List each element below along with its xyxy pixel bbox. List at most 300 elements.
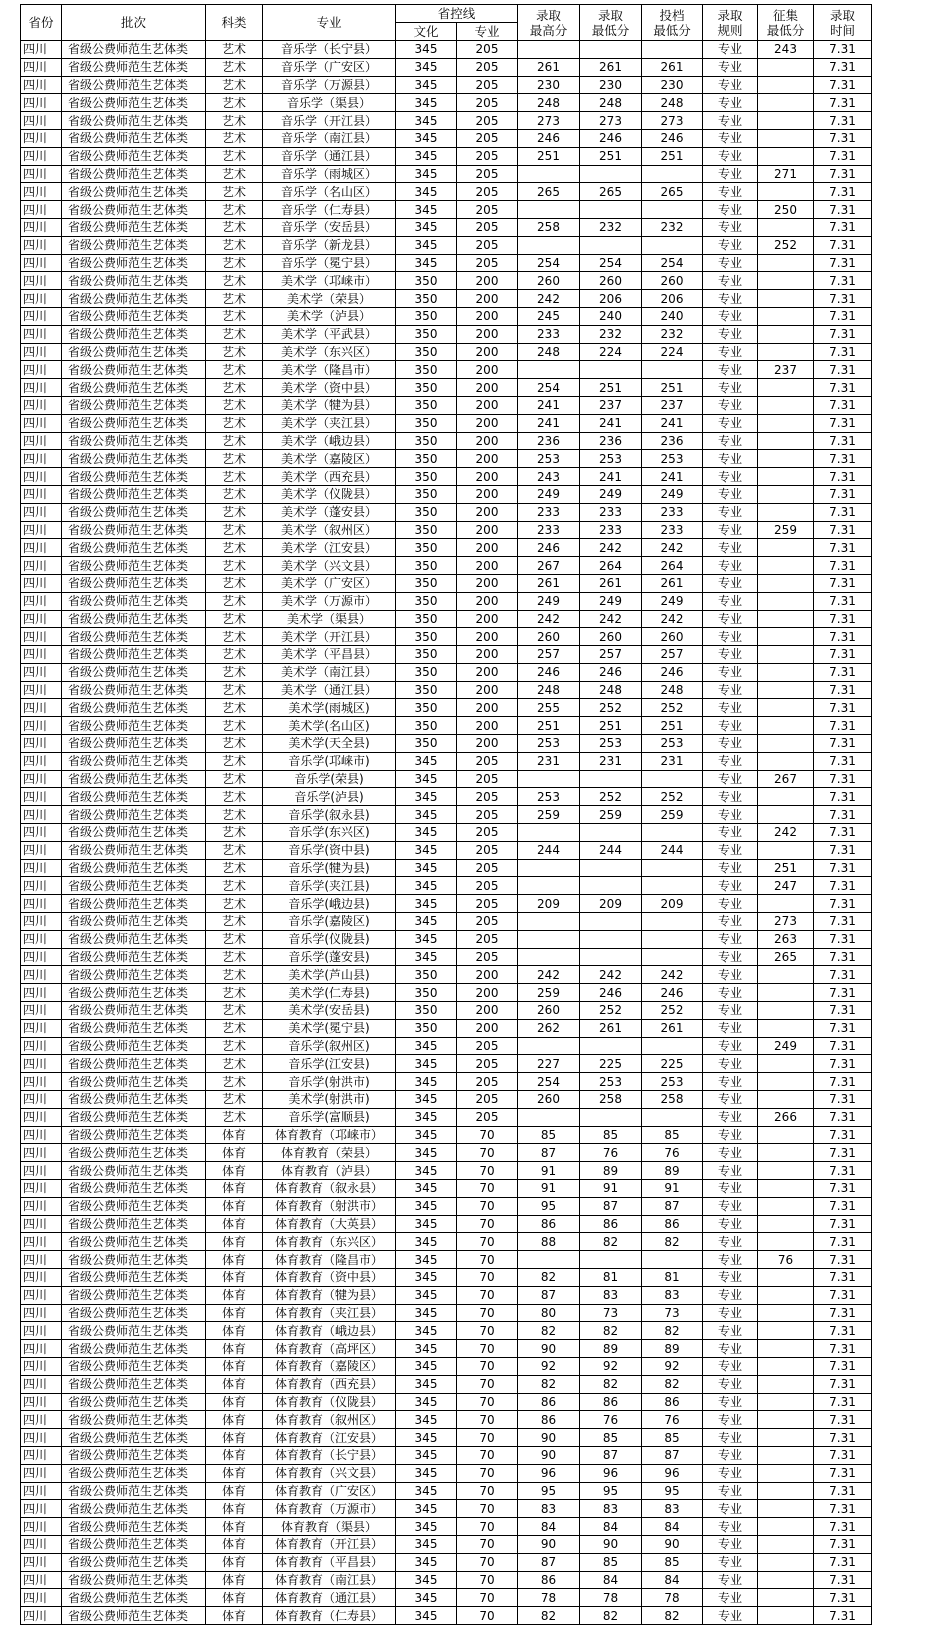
table-row [21, 1055, 872, 1073]
cell-min-score: 265 [580, 183, 642, 201]
cell-supplementary-min [758, 1553, 814, 1571]
cell-time: 7.31 [814, 432, 872, 450]
cell-batch: 省级公费师范生艺体类 [62, 450, 206, 468]
cell-specialty-line: 205 [457, 41, 518, 59]
cell-max-score: 233 [518, 521, 580, 539]
cell-specialty-line: 205 [457, 948, 518, 966]
cell-province: 四川 [21, 129, 62, 147]
cell-supplementary-min: 273 [758, 913, 814, 931]
table-row [21, 1553, 872, 1571]
cell-specialty-line: 200 [457, 663, 518, 681]
cell-time: 7.31 [814, 1108, 872, 1126]
cell-time: 7.31 [814, 984, 872, 1002]
cell-province: 四川 [21, 307, 62, 325]
cell-time: 7.31 [814, 1607, 872, 1625]
cell-province: 四川 [21, 877, 62, 895]
cell-min-score: 83 [580, 1500, 642, 1518]
cell-min-score [580, 1251, 642, 1269]
table-row [21, 1002, 872, 1020]
cell-max-score [518, 824, 580, 842]
cell-file-min-score: 92 [642, 1357, 703, 1375]
cell-file-min-score: 252 [642, 699, 703, 717]
cell-rule: 专业 [703, 610, 758, 628]
table-row [21, 663, 872, 681]
cell-major: 体育教育（通江县） [263, 1589, 396, 1607]
cell-min-score [580, 859, 642, 877]
cell-max-score: 95 [518, 1197, 580, 1215]
cell-specialty-line: 205 [457, 201, 518, 219]
cell-rule: 专业 [703, 396, 758, 414]
cell-rule: 专业 [703, 592, 758, 610]
header-specialty: 专业 [457, 23, 518, 41]
cell-file-min-score: 206 [642, 290, 703, 308]
cell-max-score: 209 [518, 895, 580, 913]
cell-max-score: 253 [518, 450, 580, 468]
cell-file-min-score: 237 [642, 396, 703, 414]
cell-file-min-score [642, 361, 703, 379]
table-row [21, 58, 872, 76]
cell-culture-line: 350 [396, 325, 457, 343]
cell-supplementary-min [758, 485, 814, 503]
cell-supplementary-min [758, 183, 814, 201]
table-row [21, 183, 872, 201]
cell-time: 7.31 [814, 1482, 872, 1500]
cell-rule: 专业 [703, 628, 758, 646]
cell-supplementary-min [758, 592, 814, 610]
cell-province: 四川 [21, 1429, 62, 1447]
cell-supplementary-min [758, 788, 814, 806]
cell-subject: 艺术 [206, 290, 263, 308]
cell-major: 体育教育（泸县） [263, 1162, 396, 1180]
cell-time: 7.31 [814, 1162, 872, 1180]
cell-file-min-score [642, 236, 703, 254]
cell-file-min-score: 252 [642, 788, 703, 806]
cell-major: 音乐学(蓬安县) [263, 948, 396, 966]
cell-major: 音乐学（雨城区） [263, 165, 396, 183]
cell-major: 美术学（南江县） [263, 663, 396, 681]
cell-rule: 专业 [703, 646, 758, 664]
cell-file-min-score: 91 [642, 1180, 703, 1198]
cell-province: 四川 [21, 735, 62, 753]
header-province: 省份 [21, 5, 62, 41]
cell-batch: 省级公费师范生艺体类 [62, 1446, 206, 1464]
cell-specialty-line: 205 [457, 859, 518, 877]
cell-province: 四川 [21, 788, 62, 806]
cell-supplementary-min [758, 681, 814, 699]
cell-batch: 省级公费师范生艺体类 [62, 1518, 206, 1536]
cell-major: 体育教育（平昌县） [263, 1553, 396, 1571]
cell-culture-line: 350 [396, 414, 457, 432]
cell-batch: 省级公费师范生艺体类 [62, 41, 206, 59]
header-min-score-top: 录取 [597, 7, 623, 23]
cell-rule: 专业 [703, 485, 758, 503]
table-row [21, 468, 872, 486]
cell-max-score: 87 [518, 1144, 580, 1162]
cell-province: 四川 [21, 1215, 62, 1233]
table-row [21, 76, 872, 94]
cell-subject: 艺术 [206, 58, 263, 76]
cell-batch: 省级公费师范生艺体类 [62, 307, 206, 325]
cell-specialty-line: 200 [457, 646, 518, 664]
cell-supplementary-min [758, 1126, 814, 1144]
cell-rule: 专业 [703, 1357, 758, 1375]
cell-province: 四川 [21, 824, 62, 842]
cell-max-score: 78 [518, 1589, 580, 1607]
cell-rule: 专业 [703, 984, 758, 1002]
cell-specialty-line: 70 [457, 1340, 518, 1358]
cell-supplementary-min [758, 147, 814, 165]
cell-subject: 艺术 [206, 948, 263, 966]
table-row [21, 236, 872, 254]
cell-file-min-score: 84 [642, 1571, 703, 1589]
cell-specialty-line: 70 [457, 1144, 518, 1162]
cell-min-score: 224 [580, 343, 642, 361]
table-row [21, 1037, 872, 1055]
table-row [21, 147, 872, 165]
cell-max-score: 241 [518, 396, 580, 414]
cell-supplementary-min [758, 1019, 814, 1037]
table-row [21, 930, 872, 948]
cell-max-score [518, 877, 580, 895]
cell-supplementary-min [758, 735, 814, 753]
cell-max-score: 258 [518, 218, 580, 236]
cell-province: 四川 [21, 610, 62, 628]
cell-major: 音乐学(射洪市) [263, 1073, 396, 1091]
cell-max-score: 251 [518, 717, 580, 735]
cell-batch: 省级公费师范生艺体类 [62, 841, 206, 859]
cell-specialty-line: 200 [457, 681, 518, 699]
cell-specialty-line: 205 [457, 129, 518, 147]
table-row [21, 646, 872, 664]
cell-min-score: 248 [580, 94, 642, 112]
cell-max-score: 243 [518, 468, 580, 486]
cell-max-score [518, 948, 580, 966]
cell-max-score: 91 [518, 1180, 580, 1198]
cell-supplementary-min [758, 254, 814, 272]
cell-time: 7.31 [814, 112, 872, 130]
cell-max-score [518, 1108, 580, 1126]
cell-supplementary-min [758, 1411, 814, 1429]
cell-rule: 专业 [703, 76, 758, 94]
cell-supplementary-min [758, 1340, 814, 1358]
cell-major: 美术学（广安区） [263, 574, 396, 592]
cell-batch: 省级公费师范生艺体类 [62, 1037, 206, 1055]
cell-subject: 艺术 [206, 325, 263, 343]
cell-subject: 艺术 [206, 503, 263, 521]
cell-province: 四川 [21, 699, 62, 717]
cell-batch: 省级公费师范生艺体类 [62, 1091, 206, 1109]
cell-culture-line: 350 [396, 521, 457, 539]
cell-specialty-line: 205 [457, 58, 518, 76]
cell-rule: 专业 [703, 1607, 758, 1625]
cell-batch: 省级公费师范生艺体类 [62, 521, 206, 539]
cell-max-score [518, 201, 580, 219]
cell-culture-line: 345 [396, 1500, 457, 1518]
cell-file-min-score [642, 165, 703, 183]
cell-rule: 专业 [703, 468, 758, 486]
cell-supplementary-min [758, 129, 814, 147]
cell-culture-line: 350 [396, 699, 457, 717]
cell-culture-line: 345 [396, 1446, 457, 1464]
header-file-min-score [642, 5, 703, 41]
cell-min-score: 241 [580, 414, 642, 432]
table-row [21, 1446, 872, 1464]
cell-culture-line: 345 [396, 58, 457, 76]
cell-min-score: 242 [580, 610, 642, 628]
cell-subject: 艺术 [206, 966, 263, 984]
cell-file-min-score [642, 824, 703, 842]
cell-batch: 省级公费师范生艺体类 [62, 1251, 206, 1269]
cell-min-score: 246 [580, 129, 642, 147]
cell-supplementary-min [758, 628, 814, 646]
cell-min-score: 248 [580, 681, 642, 699]
cell-file-min-score: 253 [642, 1073, 703, 1091]
cell-min-score: 209 [580, 895, 642, 913]
table-row [21, 1108, 872, 1126]
cell-supplementary-min: 76 [758, 1251, 814, 1269]
cell-major: 美术学(名山区) [263, 717, 396, 735]
cell-culture-line: 345 [396, 218, 457, 236]
cell-specialty-line: 200 [457, 290, 518, 308]
cell-supplementary-min: 267 [758, 770, 814, 788]
cell-time: 7.31 [814, 1251, 872, 1269]
cell-subject: 体育 [206, 1197, 263, 1215]
cell-time: 7.31 [814, 343, 872, 361]
cell-culture-line: 345 [396, 1215, 457, 1233]
cell-province: 四川 [21, 681, 62, 699]
cell-culture-line: 350 [396, 610, 457, 628]
cell-supplementary-min [758, 841, 814, 859]
cell-major: 美术学(芦山县) [263, 966, 396, 984]
cell-time: 7.31 [814, 646, 872, 664]
cell-time: 7.31 [814, 1589, 872, 1607]
cell-min-score [580, 165, 642, 183]
cell-batch: 省级公费师范生艺体类 [62, 681, 206, 699]
cell-time: 7.31 [814, 788, 872, 806]
cell-max-score [518, 770, 580, 788]
cell-max-score: 273 [518, 112, 580, 130]
cell-batch: 省级公费师范生艺体类 [62, 1357, 206, 1375]
cell-major: 美术学（夹江县） [263, 414, 396, 432]
cell-time: 7.31 [814, 574, 872, 592]
cell-time: 7.31 [814, 610, 872, 628]
cell-min-score: 258 [580, 1091, 642, 1109]
cell-min-score: 261 [580, 574, 642, 592]
cell-min-score: 87 [580, 1197, 642, 1215]
cell-min-score: 253 [580, 450, 642, 468]
cell-specialty-line: 70 [457, 1126, 518, 1144]
table-row [21, 770, 872, 788]
cell-rule: 专业 [703, 1518, 758, 1536]
cell-max-score: 253 [518, 735, 580, 753]
cell-supplementary-min: 237 [758, 361, 814, 379]
cell-time: 7.31 [814, 236, 872, 254]
cell-major: 音乐学（冕宁县） [263, 254, 396, 272]
cell-culture-line: 345 [396, 1126, 457, 1144]
cell-max-score: 246 [518, 539, 580, 557]
cell-rule: 专业 [703, 1340, 758, 1358]
cell-province: 四川 [21, 396, 62, 414]
cell-min-score: 82 [580, 1322, 642, 1340]
cell-supplementary-min [758, 325, 814, 343]
cell-supplementary-min [758, 895, 814, 913]
cell-max-score: 82 [518, 1322, 580, 1340]
cell-specialty-line: 205 [457, 752, 518, 770]
cell-culture-line: 350 [396, 592, 457, 610]
cell-subject: 艺术 [206, 735, 263, 753]
cell-subject: 体育 [206, 1286, 263, 1304]
cell-rule: 专业 [703, 859, 758, 877]
cell-max-score: 86 [518, 1571, 580, 1589]
cell-file-min-score: 89 [642, 1162, 703, 1180]
cell-province: 四川 [21, 1357, 62, 1375]
cell-max-score: 260 [518, 628, 580, 646]
cell-supplementary-min [758, 1002, 814, 1020]
cell-max-score: 95 [518, 1482, 580, 1500]
cell-file-min-score: 249 [642, 592, 703, 610]
cell-subject: 艺术 [206, 76, 263, 94]
cell-specialty-line: 205 [457, 183, 518, 201]
cell-max-score: 87 [518, 1286, 580, 1304]
cell-supplementary-min [758, 379, 814, 397]
cell-batch: 省级公费师范生艺体类 [62, 1429, 206, 1447]
cell-major: 音乐学(犍为县) [263, 859, 396, 877]
cell-major: 体育教育（开江县） [263, 1535, 396, 1553]
table-row [21, 254, 872, 272]
cell-specialty-line: 200 [457, 574, 518, 592]
table-row [21, 1144, 872, 1162]
cell-province: 四川 [21, 379, 62, 397]
cell-min-score [580, 361, 642, 379]
cell-batch: 省级公费师范生艺体类 [62, 1180, 206, 1198]
cell-major: 音乐学(峨边县) [263, 895, 396, 913]
cell-major: 美术学(安岳县) [263, 1002, 396, 1020]
cell-major: 音乐学（通江县） [263, 147, 396, 165]
cell-culture-line: 345 [396, 1073, 457, 1091]
cell-province: 四川 [21, 1126, 62, 1144]
cell-major: 音乐学(资中县) [263, 841, 396, 859]
cell-min-score: 240 [580, 307, 642, 325]
cell-max-score: 249 [518, 592, 580, 610]
table-row [21, 1019, 872, 1037]
cell-time: 7.31 [814, 503, 872, 521]
cell-province: 四川 [21, 521, 62, 539]
cell-major: 体育教育（大英县） [263, 1215, 396, 1233]
table-row [21, 1464, 872, 1482]
cell-rule: 专业 [703, 735, 758, 753]
cell-subject: 体育 [206, 1607, 263, 1625]
cell-major: 美术学（东兴区） [263, 343, 396, 361]
cell-province: 四川 [21, 254, 62, 272]
cell-rule: 专业 [703, 699, 758, 717]
cell-subject: 体育 [206, 1340, 263, 1358]
cell-rule: 专业 [703, 41, 758, 59]
cell-province: 四川 [21, 1393, 62, 1411]
cell-max-score: 85 [518, 1126, 580, 1144]
cell-min-score: 78 [580, 1589, 642, 1607]
table-row [21, 628, 872, 646]
cell-rule: 专业 [703, 1251, 758, 1269]
cell-culture-line: 345 [396, 183, 457, 201]
cell-rule: 专业 [703, 752, 758, 770]
cell-time: 7.31 [814, 1357, 872, 1375]
header-min-score-bottom: 最低分 [591, 22, 630, 38]
cell-specialty-line: 200 [457, 1019, 518, 1037]
cell-batch: 省级公费师范生艺体类 [62, 574, 206, 592]
cell-time: 7.31 [814, 717, 872, 735]
table-row [21, 307, 872, 325]
cell-rule: 专业 [703, 450, 758, 468]
cell-major: 体育教育（射洪市） [263, 1197, 396, 1215]
cell-min-score: 252 [580, 788, 642, 806]
cell-max-score: 90 [518, 1429, 580, 1447]
cell-subject: 艺术 [206, 414, 263, 432]
cell-batch: 省级公费师范生艺体类 [62, 112, 206, 130]
cell-min-score: 230 [580, 76, 642, 94]
cell-rule: 专业 [703, 895, 758, 913]
cell-batch: 省级公费师范生艺体类 [62, 1375, 206, 1393]
cell-file-min-score: 225 [642, 1055, 703, 1073]
cell-major: 音乐学（万源县） [263, 76, 396, 94]
cell-file-min-score [642, 948, 703, 966]
cell-specialty-line: 70 [457, 1411, 518, 1429]
cell-subject: 艺术 [206, 770, 263, 788]
cell-major: 音乐学（广安区） [263, 58, 396, 76]
cell-max-score: 86 [518, 1411, 580, 1429]
cell-supplementary-min [758, 1571, 814, 1589]
cell-file-min-score [642, 1037, 703, 1055]
cell-major: 体育教育（夹江县） [263, 1304, 396, 1322]
cell-culture-line: 350 [396, 966, 457, 984]
cell-province: 四川 [21, 1197, 62, 1215]
cell-min-score: 95 [580, 1482, 642, 1500]
table-row [21, 94, 872, 112]
cell-min-score: 76 [580, 1144, 642, 1162]
cell-min-score: 259 [580, 806, 642, 824]
table-row [21, 948, 872, 966]
table-row [21, 1518, 872, 1536]
cell-supplementary-min [758, 1482, 814, 1500]
table-row [21, 1197, 872, 1215]
cell-province: 四川 [21, 966, 62, 984]
cell-rule: 专业 [703, 379, 758, 397]
cell-subject: 体育 [206, 1464, 263, 1482]
cell-min-score: 232 [580, 325, 642, 343]
cell-major: 音乐学（新龙县） [263, 236, 396, 254]
cell-supplementary-min [758, 1500, 814, 1518]
cell-province: 四川 [21, 1268, 62, 1286]
cell-major: 体育教育（资中县） [263, 1268, 396, 1286]
cell-culture-line: 345 [396, 1340, 457, 1358]
cell-specialty-line: 200 [457, 450, 518, 468]
cell-culture-line: 345 [396, 895, 457, 913]
table-row [21, 1393, 872, 1411]
cell-rule: 专业 [703, 1375, 758, 1393]
cell-batch: 省级公费师范生艺体类 [62, 1126, 206, 1144]
cell-min-score: 246 [580, 663, 642, 681]
cell-culture-line: 345 [396, 129, 457, 147]
cell-subject: 体育 [206, 1251, 263, 1269]
cell-file-min-score: 87 [642, 1446, 703, 1464]
cell-supplementary-min [758, 1304, 814, 1322]
cell-subject: 体育 [206, 1304, 263, 1322]
cell-rule: 专业 [703, 343, 758, 361]
cell-supplementary-min [758, 503, 814, 521]
cell-province: 四川 [21, 1144, 62, 1162]
cell-min-score: 86 [580, 1215, 642, 1233]
cell-batch: 省级公费师范生艺体类 [62, 1589, 206, 1607]
cell-file-min-score: 82 [642, 1233, 703, 1251]
